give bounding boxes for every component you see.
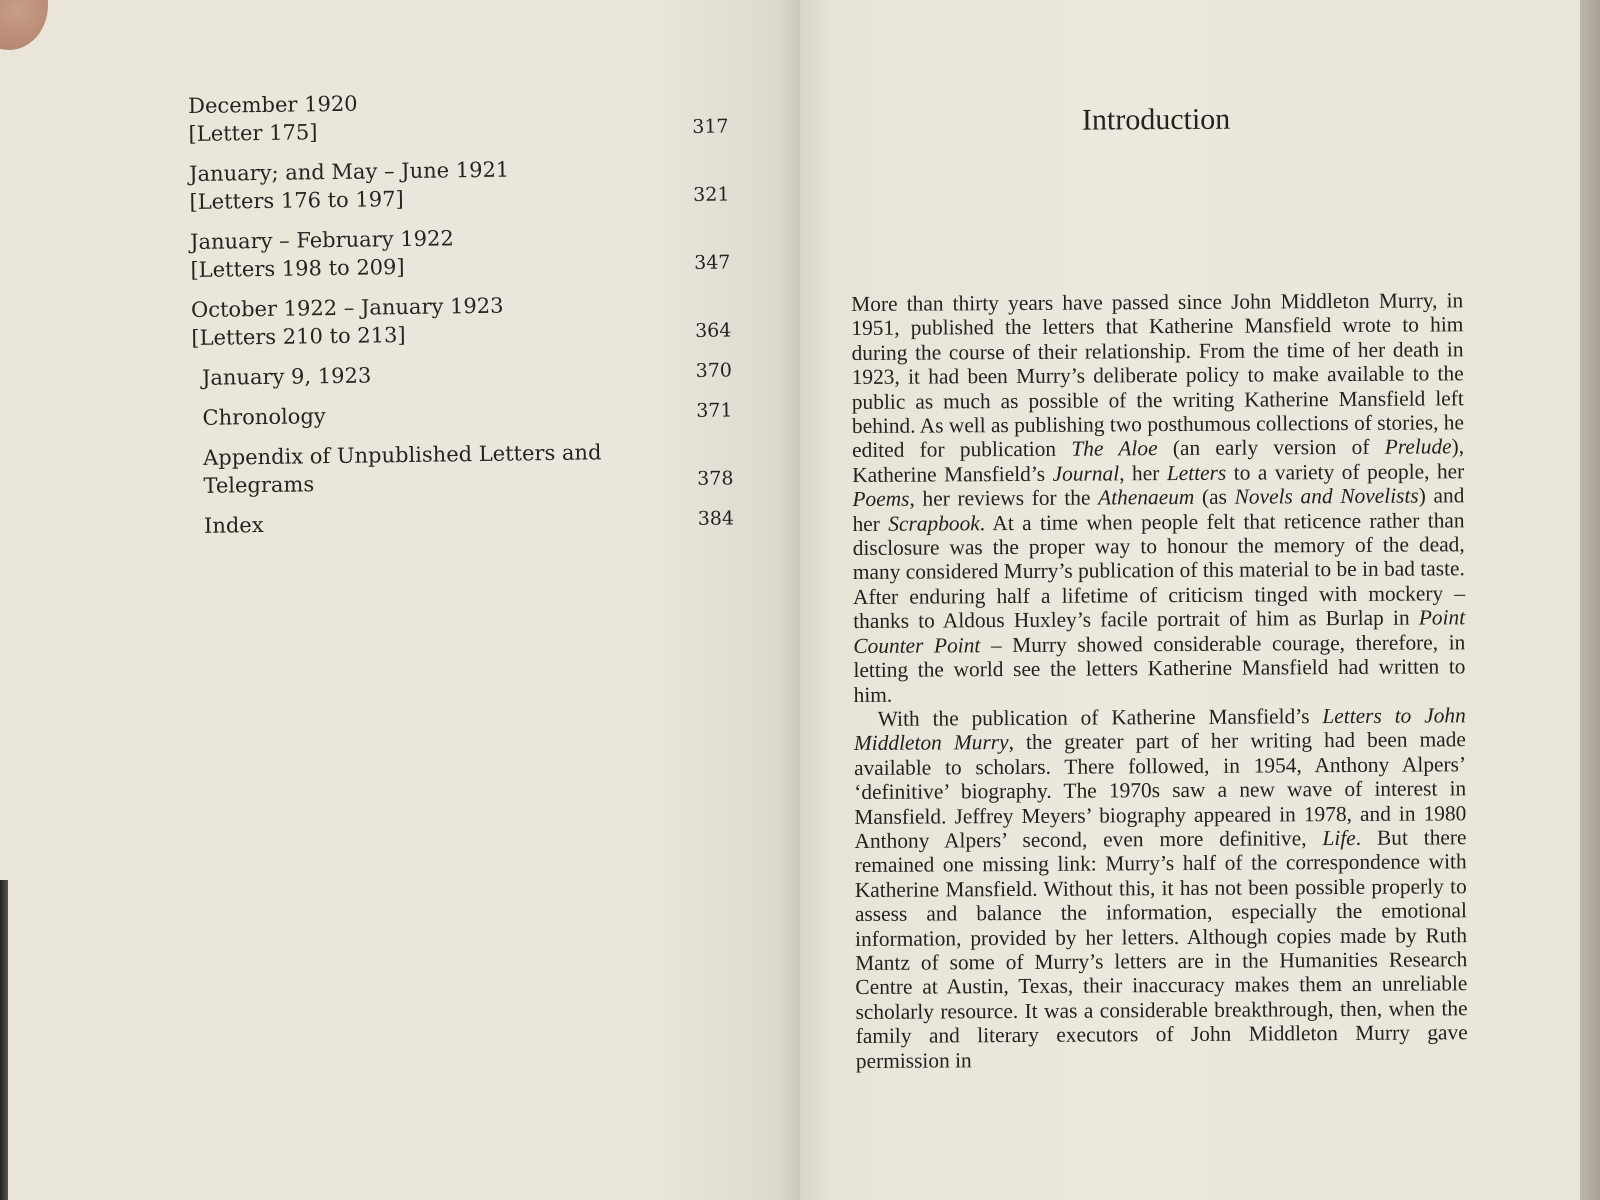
book-edge-left [0, 880, 8, 1200]
toc-entry-title: Index [203, 512, 264, 538]
toc-entry-subtitle: [Letters 176 to 197] [189, 187, 404, 214]
toc-entry-title: Appendix of Unpublished Letters and Telegrams [202, 440, 602, 498]
toc-page-number: 370 [695, 359, 733, 382]
table-of-contents [188, 84, 734, 551]
toc-entry-title: Chronology [202, 404, 326, 430]
toc-entry [192, 356, 732, 392]
toc-entry-title: January; and May – June 1921 [188, 157, 510, 186]
introduction-section [850, 100, 1468, 1073]
thumb-holding-page [0, 0, 48, 50]
introduction-heading: Introduction [1081, 102, 1231, 137]
toc-entry [194, 504, 734, 540]
toc-entry [190, 220, 731, 284]
toc-page-number: 364 [694, 319, 732, 342]
toc-page-number: 321 [693, 183, 730, 206]
toc-entry [192, 396, 732, 432]
toc-entry [188, 84, 729, 148]
toc-page-number: 384 [697, 507, 735, 530]
toc-entry [189, 152, 730, 216]
toc-page-number: 378 [697, 467, 734, 490]
introduction-paragraph-1: More than thirty years have passed since John Middleton Murry, in 1951, published the letters that Katherine Mansfield wrote to him during the course of their relationship. From the time of her death in 1923, it had been Murry’s deliberate policy to make available to the public as much as possible of the writing Katherine Mansfield left behind. As well as publishing two posthumous collections of stories, he edited for publication The Aloe (an early version of Prelude), Katherine Mansfield’s Journal, her Letters to a variety of people, her Poems, her reviews for the Athenaeum (as Novels and Novelists) and her Scrapbook. At a time when people felt that reticence rather than disclosure was the proper way to honour the memory of the dead, many considered Murry’s publication of this material to be in bad taste. After enduring half a lifetime of criticism tinged with mockery – thanks to Aldous Huxley’s facile portrait of him as Burlap in Point Counter Point – Murry showed considerable courage, therefore, in letting the world see the letters Katherine Mansfield had written to him. [851, 288, 1466, 707]
toc-entry-subtitle: [Letters 198 to 209] [190, 254, 405, 282]
toc-entry-subtitle: [Letters 210 to 213] [191, 322, 406, 350]
toc-entry-title: January 9, 1923 [201, 363, 372, 390]
toc-page-number: 371 [696, 399, 733, 422]
toc-entry [193, 436, 734, 500]
toc-entry-title: December 1920 [188, 91, 358, 118]
toc-entry-title: October 1922 – January 1923 [190, 293, 504, 322]
toc-entry-title: January – February 1922 [189, 226, 454, 254]
toc-page-number: 317 [692, 115, 729, 138]
toc-entry-subtitle: [Letter 175] [188, 120, 318, 146]
introduction-paragraph-2: With the publication of Katherine Mansfield’s Letters to John Middleton Murry, the greater part of her writing had been made available to scholars. There followed, in 1954, Anthony Alpers’ ‘definitive’ biography. The 1970s saw a new wave of interest in Mansfield. Jeffrey Meyers’ biography appeared in 1978, and in 1980 Anthony Alpers’ second, even more definitive, Life. But there remained one missing link: Murry’s half of the correspondence with Katherine Mansfield. Without this, it has not been possible properly to assess and balance the information, especially the emotional information, provided by her letters. Although copies made by Ruth Mantz of some of Murry’s letters are in the Humanities Research Centre at Austin, Texas, their inaccuracy makes them an unreliable scholarly resource. It was a considerable breakthrough, then, when the family and literary executors of John Middleton Murry gave permission in [853, 703, 1468, 1073]
book-edge-right [1580, 0, 1600, 1200]
toc-entry [191, 288, 732, 352]
toc-page-number: 347 [694, 251, 731, 274]
